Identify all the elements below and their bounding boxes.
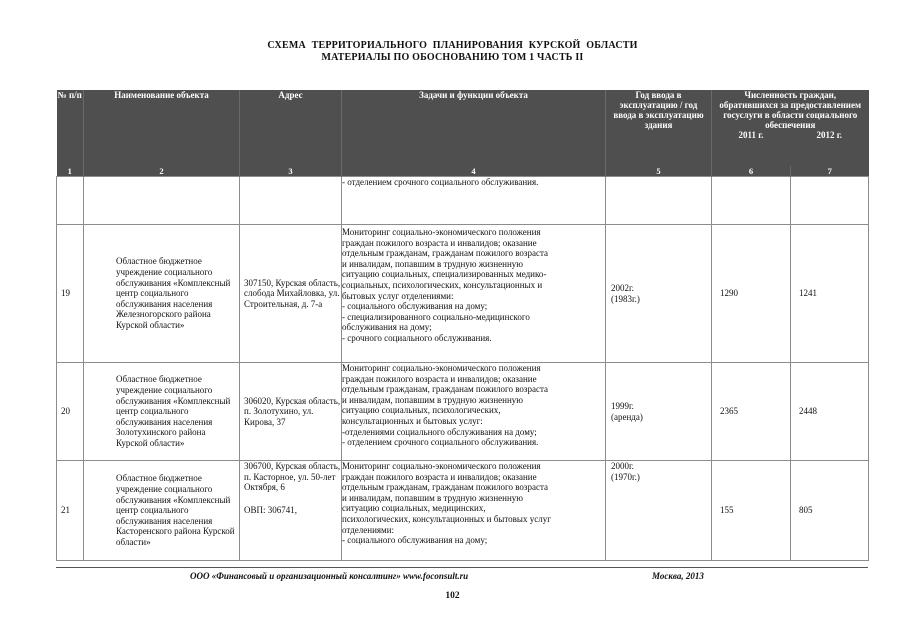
document-subtitle: МАТЕРИАЛЫ ПО ОБОСНОВАНИЮ ТОМ 1 ЧАСТЬ II	[321, 52, 584, 63]
task-line: обслуживания на дому;	[342, 322, 432, 333]
task-line: Мониторинг социально-экономического положения	[342, 363, 541, 373]
task-line: отделениями:	[342, 524, 395, 535]
col-number-4: 4	[342, 166, 606, 177]
header-address: Адрес	[240, 90, 342, 166]
header-name: Наименование объекта	[84, 90, 240, 166]
row-num	[57, 177, 84, 225]
task-line: ситуацию социальных, психологических,	[342, 405, 501, 416]
task-line: -отделениями социального обслуживания на дому;	[342, 426, 537, 437]
row-2011: 155	[712, 461, 791, 561]
footer-company: ООО «Финансовый и организационный консалтинг» www.foconsult.ru	[190, 571, 469, 581]
task-line: - отделением срочного социального обслуживания.	[342, 177, 539, 187]
task-line: Мониторинг социально-экономического положения	[342, 461, 541, 471]
header-count	[712, 90, 869, 166]
task-line: отдельным гражданам, гражданам пожилого возраста	[342, 248, 548, 259]
col-number-5: 5	[606, 166, 712, 177]
row-2012: 1241	[791, 225, 869, 363]
task-line: граждан пожилого возраста и инвалидов; оказание	[342, 237, 537, 248]
row-name: Областное бюджетное учреждение социального обслуживания «Комплексный центр социального обслуживания населения Касторенского района Курской области»	[84, 461, 240, 561]
task-line: отдельным гражданам, гражданам пожилого возраста	[342, 384, 548, 395]
col-number-6: 6	[712, 166, 791, 177]
task-line: - социального обслуживания на дому;	[342, 535, 488, 546]
row-num: 20	[57, 363, 84, 461]
task-line: социальных, психологических, консультационных и	[342, 279, 543, 290]
table-row	[57, 363, 869, 461]
document-title: СХЕМА ТЕРРИТОРИАЛЬНОГО ПЛАНИРОВАНИЯ КУРСКОЙ ОБЛАСТИ	[267, 40, 638, 51]
task-line: - отделением срочного социального обслуживания.	[342, 437, 539, 448]
col-number-1: 1	[57, 166, 84, 177]
col-number-2: 2	[84, 166, 240, 177]
row-name: Областное бюджетное учреждение социального обслуживания «Комплексный центр социального обслуживания населения Железногорского района Курской области»	[84, 225, 240, 363]
row-address	[240, 177, 342, 225]
header-tasks: Задачи и функции объекта	[342, 90, 606, 166]
row-address: 306020, Курская область, п. Золотухино, ул. Кирова, 37	[240, 363, 342, 461]
row-num: 19	[57, 225, 84, 363]
row-tasks	[342, 461, 606, 561]
task-line: ситуацию социальных, специализированных медико-	[342, 269, 547, 280]
row-name	[84, 177, 240, 225]
row-2011	[712, 177, 791, 225]
task-line: Мониторинг социально-экономического положения	[342, 227, 541, 237]
page-number: 102	[445, 591, 460, 601]
row-tasks	[342, 177, 606, 225]
row-year: 2002г. (1983г.)	[606, 225, 712, 363]
task-line: и инвалидам, попавшим в трудную жизненную	[342, 492, 524, 503]
task-line: граждан пожилого возраста и инвалидов; оказание	[342, 471, 537, 482]
header-count-label: Численность граждан, обратившихся за предоставлением госуслуги в области социального обеспечения	[719, 90, 862, 130]
row-num: 21	[57, 461, 84, 561]
header-year: Год ввода в эксплуатацию / год ввода в эксплуатацию здания	[606, 90, 712, 166]
task-line: граждан пожилого возраста и инвалидов; оказание	[342, 373, 537, 384]
row-2011: 2365	[712, 363, 791, 461]
row-address-cell	[240, 461, 342, 561]
row-year	[606, 177, 712, 225]
header-2012: 2012 г.	[816, 130, 843, 140]
task-line: отдельным гражданам, гражданам пожилого возраста	[342, 482, 548, 493]
footer-divider	[56, 567, 868, 568]
header-num: № п/п	[57, 90, 84, 166]
row-2012: 805	[791, 461, 869, 561]
col-number-3: 3	[240, 166, 342, 177]
header-years	[712, 130, 869, 140]
header-2011: 2011 г.	[738, 130, 764, 140]
task-line: - социального обслуживания на дому;	[342, 301, 488, 312]
task-line: бытовых услуг отделениями:	[342, 290, 454, 301]
task-line: консультационных и бытовых услуг:	[342, 415, 483, 426]
table-row	[57, 461, 869, 561]
row-address-extra: ОВП: 306741,	[244, 504, 298, 515]
row-2012	[791, 177, 869, 225]
col-number-7: 7	[791, 166, 869, 177]
row-year: 2000г. (1970г.)	[606, 461, 712, 561]
table-row	[57, 177, 869, 225]
institutions-table	[56, 90, 869, 561]
row-address: 307150, Курская область, слобода Михайловка, ул. Строительная, д. 7-а	[240, 225, 342, 363]
row-year: 1999г. (аренда)	[606, 363, 712, 461]
task-line: и инвалидам, попавшим в трудную жизненную	[342, 394, 524, 405]
task-line: - срочного социального обслуживания.	[342, 332, 492, 343]
table-row	[57, 225, 869, 363]
task-line: и инвалидам, попавшим в трудную жизненную	[342, 258, 524, 269]
task-line: психологических, консультационных и бытовых услуг	[342, 513, 551, 524]
task-line: ситуацию социальных, медицинских,	[342, 503, 486, 514]
row-address: 306700, Курская область, п. Касторное, ул. 50-лет Октября, 6	[244, 461, 341, 493]
row-2011: 1290	[712, 225, 791, 363]
footer-location-year: Москва, 2013	[652, 571, 704, 581]
task-line: - специализированного социально-медицинского	[342, 311, 530, 322]
row-tasks	[342, 225, 606, 363]
row-tasks	[342, 363, 606, 461]
row-name: Областное бюджетное учреждение социального обслуживания «Комплексный центр социального обслуживания населения Золотухинского района Курской области»	[84, 363, 240, 461]
row-2012: 2448	[791, 363, 869, 461]
